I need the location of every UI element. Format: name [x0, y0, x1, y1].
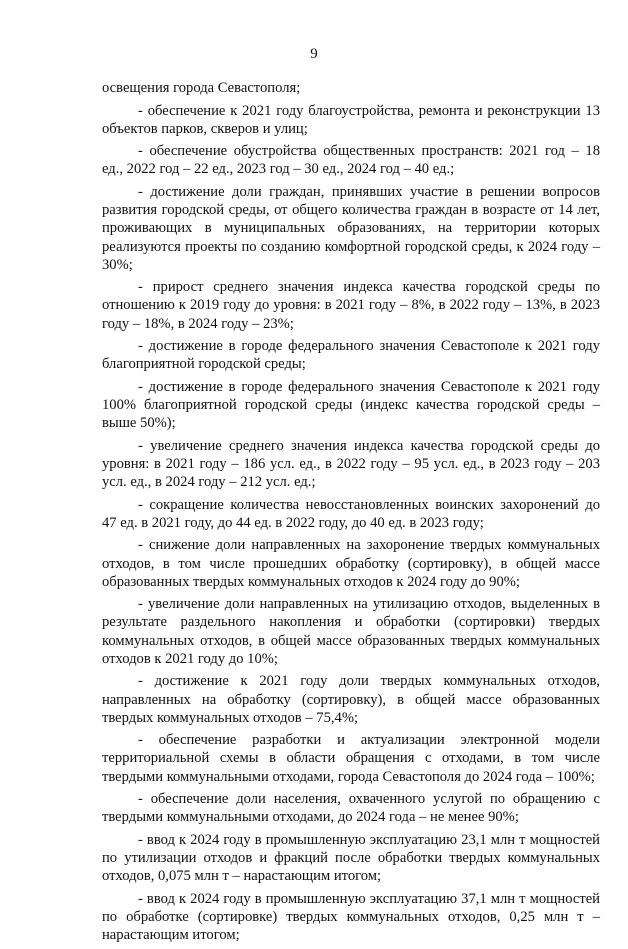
list-item: - достижение в городе федерального значения Севастополе к 2021 году благоприятной городской среды;: [102, 338, 600, 373]
paragraph-continuation: освещения города Севастополя;: [102, 80, 301, 96]
list-item: - обеспечение к 2021 году благоустройства, ремонта и реконструкции 13 объектов парков, скверов и улиц;: [102, 102, 600, 137]
list-item: - обеспечение обустройства общественных пространств: 2021 год – 18 ед., 2022 год – 22 ед., 2023 год – 30 ед., 2024 год – 40 ед.;: [102, 143, 600, 178]
list-item: - прирост среднего значения индекса качества городской среды по отношению к 2019 году до уровня: в 2021 году – 8%, в 2022 году – 13%, в 2023 году – 18%, в 2024 году – 23%;: [102, 279, 600, 332]
list-item: - увеличение среднего значения индекса качества городской среды до уровня: в 2021 году – 186 усл. ед., в 2022 году – 95 усл. ед., в 2023 году – 203 усл. ед., в 2024 году – 212 усл. ед.;: [102, 437, 600, 491]
list-item: - обеспечение разработки и актуализации электронной модели территориальной схемы в области обращения с отходами, в том числе твердыми коммунальными отходами, города Севастополя до 2024 года – 100%;: [102, 732, 600, 785]
list-item: - ввод к 2024 году в промышленную эксплуатацию 37,1 млн т мощностей по обработке (сортировке) твердых коммунальных отходов, 0,25 млн т – нарастающим итогом;: [102, 890, 600, 944]
list-item: - увеличение доли направленных на утилизацию отходов, выделенных в результате раздельного накопления и обработки (сортировки) твердых коммунальных отходов, в общей массе образованных твердых коммунальных отходов к 2021 году до 10%;: [102, 596, 600, 667]
list-item: - ввод к 2024 году в промышленную эксплуатацию 23,1 млн т мощностей по утилизации отходов и фракций после обработки твердых коммунальных отходов, 0,075 млн т – нарастающим итогом;: [102, 831, 600, 885]
list-item: - достижение в городе федерального значения Севастополе к 2021 году 100% благоприятной городской среды (индекс качества городской среды – выше 50%);: [102, 378, 600, 432]
list-item: - обеспечение доли населения, охваченного услугой по обращению с твердыми коммунальными отходами, до 2024 года – не менее 90%;: [102, 791, 600, 826]
list-item: - снижение доли направленных на захоронение твердых коммунальных отходов, в том числе прошедших обработку (сортировку), в общей массе образованных твердых коммунальных отходов к 2024 году до 90%;: [102, 537, 600, 590]
list-item: - достижение доли граждан, принявших участие в решении вопросов развития городской среды, от общего количества граждан в возрасте от 14 лет, проживающих в муниципальных образованиях, на территории которых реализуются проекты по созданию комфортной городской среды, к 2024 году – 30%;: [102, 183, 600, 273]
list-item: - сокращение количества невосстановленных воинских захоронений до 47 ед. в 2021 году, до 44 ед. в 2022 году, до 40 ед. в 2023 году;: [102, 496, 600, 531]
page-number: 9: [310, 46, 318, 62]
document-body: [102, 79, 600, 949]
list-item: - достижение к 2021 году доли твердых коммунальных отходов, направленных на обработку (сортировку), в общей массе образованных твердых коммунальных отходов – 75,4%;: [102, 673, 600, 726]
